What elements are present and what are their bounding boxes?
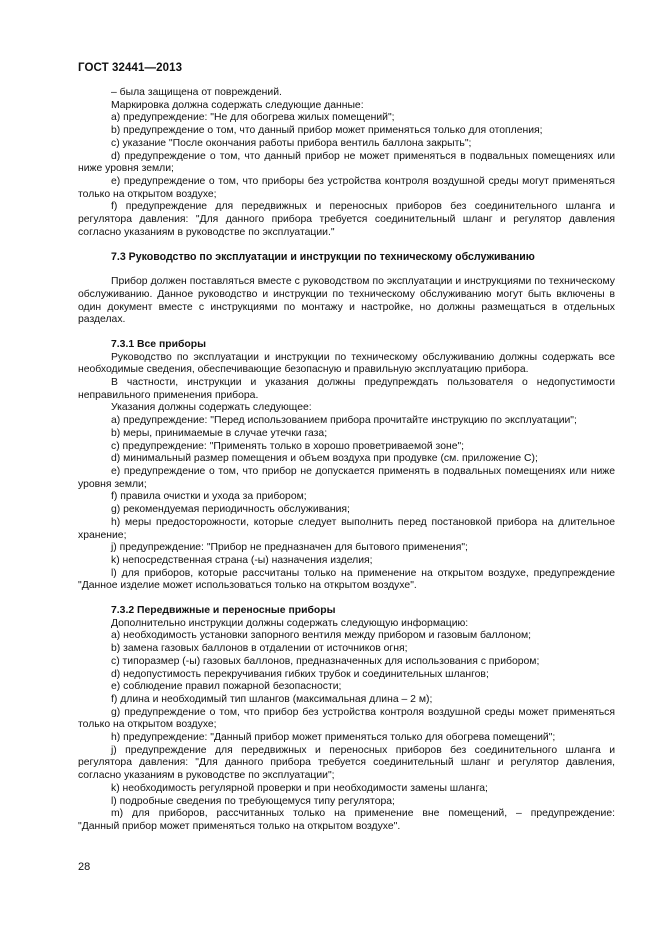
paragraph: d) недопустимость перекручивания гибких трубок и соединительных шлангов; <box>111 668 489 680</box>
spacer <box>78 593 615 605</box>
paragraph: g) предупреждение о том, что прибор без устройства контроля воздушной среды может применяться только на открытом воздухе; <box>78 706 615 731</box>
paragraph: m) для приборов, рассчитанных только на применение вне помещений, – предупреждение: <box>111 808 615 820</box>
paragraph: Дополнительно инструкции должны содержать следующую информацию: <box>111 617 469 629</box>
paragraph: k) необходимость регулярной проверки и при необходимости замены шланга; <box>111 782 488 794</box>
spacer <box>78 239 615 251</box>
spacer <box>78 264 615 276</box>
paragraph: f) правила очистки и ухода за прибором; <box>111 491 307 503</box>
paragraph: k) непосредственная страна (-ы) назначения изделия; <box>111 554 373 566</box>
paragraph: e) соблюдение правил пожарной безопасности; <box>111 681 342 693</box>
paragraph: l) для приборов, которые рассчитаны только на применение на открытом воздухе, предупреждение "Данное изделие может использоваться только на открытом воздухе". <box>78 567 615 592</box>
paragraph: f) длина и необходимый тип шлангов (максимальная длина – 2 м); <box>111 693 433 705</box>
paragraph: Указания должны содержать следующее: <box>111 402 312 414</box>
paragraph: Прибор должен поставляться вместе с руководством по эксплуатации и инструкциями по техническому обслуживанию. Данное руководство и инструкции по техническому обслуживанию могут быть включены в один документ вместе с инструкциями по монтажу и настройке, но должны размещаться в отдельных разделах. <box>78 276 615 326</box>
paragraph: b) замена газовых баллонов в отдалении от источников огня; <box>111 643 408 655</box>
subsection-heading: 7.3.1 Все приборы <box>111 338 206 350</box>
paragraph: h) предупреждение: "Данный прибор может применяться только для обогрева помещений"; <box>111 732 556 744</box>
paragraph: "Данный прибор может применяться только на открытом воздухе". <box>78 820 401 832</box>
paragraph: c) предупреждение: "Применять только в хорошо проветриваемой зоне"; <box>111 440 465 452</box>
paragraph: c) указание "После окончания работы прибора вентиль баллона закрыть"; <box>111 137 472 149</box>
paragraph: a) предупреждение: "Не для обогрева жилых помещений"; <box>111 112 395 124</box>
paragraph: h) меры предосторожности, которые следует выполнить перед постановкой прибора на длительное хранение; <box>78 516 615 541</box>
page-number: 28 <box>78 861 91 873</box>
paragraph: j) предупреждение для передвижных и переносных приборов без соединительного шланга и регулятора давления: "Для данного прибора требуется соединительный шланг и регулятор давления, согласно указаниям в руководстве по эксплуатации"; <box>78 744 615 782</box>
paragraph: d) минимальный размер помещения и объем воздуха при продувке (см. приложение С); <box>111 453 538 465</box>
paragraph: g) рекомендуемая периодичность обслуживания; <box>111 504 350 516</box>
paragraph: b) предупреждение о том, что данный прибор может применяться только для отопления; <box>111 125 543 137</box>
paragraph: Маркировка должна содержать следующие данные: <box>111 99 364 111</box>
paragraph: l) подробные сведения по требующемуся типу регулятора; <box>111 795 395 807</box>
document-body <box>78 87 615 834</box>
paragraph: d) предупреждение о том, что данный прибор не может применяться в подвальных помещениях или ниже уровня земли; <box>78 150 615 175</box>
paragraph: a) необходимость установки запорного вентиля между прибором и газовым баллоном; <box>111 630 532 642</box>
paragraph: a) предупреждение: "Перед использованием прибора прочитайте инструкцию по эксплуатации"; <box>111 415 577 427</box>
paragraph: b) меры, принимаемые в случае утечки газа; <box>111 427 328 439</box>
spacer <box>78 327 615 339</box>
paragraph: e) предупреждение о том, что приборы без устройства контроля воздушной среды могут применяться только на открытом воздухе; <box>78 175 615 200</box>
paragraph: – была защищена от повреждений. <box>111 87 282 98</box>
paragraph: e) предупреждение о том, что прибор не допускается применять в подвальных помещениях или ниже уровня земли; <box>78 465 615 490</box>
subsection-heading: 7.3.2 Передвижные и переносные приборы <box>111 605 336 617</box>
paragraph: В частности, инструкции и указания должны предупреждать пользователя о недопустимости неправильного применения прибора. <box>78 377 615 401</box>
section-heading: 7.3 Руководство по эксплуатации и инструкции по техническому обслуживанию <box>111 251 535 264</box>
document-header-code: ГОСТ 32441—2013 <box>78 62 183 74</box>
paragraph: j) предупреждение: "Прибор не предназначен для бытового применения"; <box>111 542 468 554</box>
paragraph: f) предупреждение для передвижных и переносных приборов без соединительного шланга и регулятора давления: "Для данного прибора требуется соединительный шланг и регулятор давления согласно указаниям в руководстве по эксплуатации." <box>78 201 615 238</box>
paragraph: Руководство по эксплуатации и инструкции по техническому обслуживанию должны содержать все необходимые сведения, обеспечивающие безопасную и правильную эксплуатацию прибора. <box>78 351 615 376</box>
paragraph: c) типоразмер (-ы) газовых баллонов, предназначенных для использования с прибором; <box>111 655 540 667</box>
